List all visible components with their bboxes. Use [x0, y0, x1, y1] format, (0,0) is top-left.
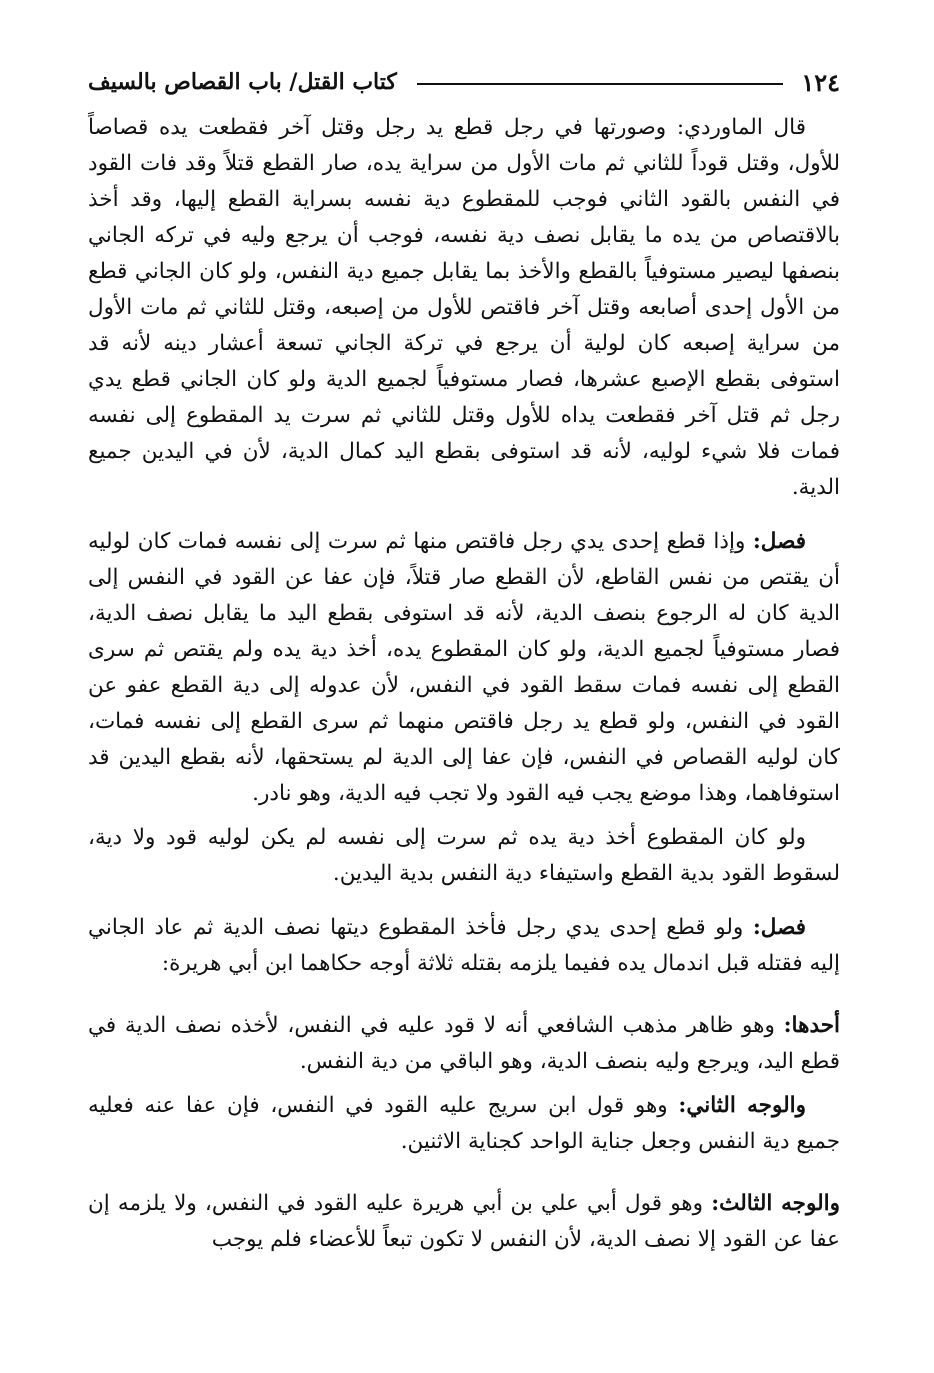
header-rule	[417, 83, 783, 85]
running-header	[88, 62, 840, 102]
chapter-title: كتاب القتل/ باب القصاص بالسيف	[88, 69, 397, 95]
aspect-label: والوجه الثاني:	[678, 1093, 806, 1118]
aspect-label: والوجه الثالث:	[711, 1191, 840, 1216]
aspect-label: أحدها:	[783, 1013, 840, 1038]
section-paragraph	[88, 524, 840, 812]
section-paragraph	[88, 910, 840, 982]
section-label: فصل:	[752, 529, 807, 554]
paragraph	[88, 820, 840, 892]
section-label: فصل:	[752, 915, 806, 940]
body-text	[88, 110, 840, 1258]
paragraph-text: وإذا قطع إحدى يدي رجل فاقتص منها ثم سرت إلى نفسه فمات كان لوليه أن يقتص من نفس القاطع، لأن القطع صار قتلاً، فإن عفا عن القود في النفس إلى الدية كان له الرجوع بنصف الدية، لأنه قد استوفى بقطع اليد ما يقابل نصف الدية، فصار مستوفياً لجميع الدية، ولو كان المقطوع يده، أخذ دية يده ولم يقتص ثم سرى القطع إلى نفسه فمات سقط القود في النفس، لأن عدوله إلى دية القطع عفو عن القود في النفس، ولو قطع يد رجل فاقتص منهما ثم سرى القطع إلى نفسه فمات، كان لوليه القصاص في النفس، فإن عفا إلى الدية لم يستحقها، لأنه بقطع اليدين قد استوفاهما، وهذا موضع يجب فيه القود ولا تجب فيه الدية، وهو نادر.	[88, 529, 840, 806]
paragraph-text: ولو كان المقطوع أخذ دية يده ثم سرت إلى نفسه لم يكن لوليه قود ولا دية، لسقوط القود بدية القطع واستيفاء دية النفس بدية اليدين.	[88, 825, 840, 886]
paragraph-text: ولو قطع إحدى يدي رجل فأخذ المقطوع ديتها نصف الدية ثم عاد الجاني إليه فقتله قبل اندمال يده ففيما يلزمه بقتله ثلاثة أوجه حكاهما ابن أبي هريرة:	[88, 915, 840, 976]
paragraph	[88, 110, 840, 506]
aspect-paragraph	[88, 1186, 840, 1258]
paragraph-text: وهو قول ابن سريج عليه القود في النفس، فإن عفا عنه فعليه جميع دية النفس وجعل جناية الواحد كجناية الاثنين.	[88, 1093, 840, 1154]
paragraph-text: وهو ظاهر مذهب الشافعي أنه لا قود عليه في النفس، لأخذه نصف الدية في قطع اليد، ويرجع وليه بنصف الدية، وهو الباقي من دية النفس.	[88, 1013, 840, 1074]
paragraph-text: وهو قول أبي علي بن أبي هريرة عليه القود في النفس، ولا يلزمه إن عفا عن القود إلا نصف الدية، لأن النفس لا تكون تبعاً للأعضاء فلم يوجب	[88, 1191, 840, 1252]
page-number: ١٢٤	[801, 67, 840, 97]
aspect-paragraph	[88, 1088, 840, 1160]
paragraph-text: قال الماوردي: وصورتها في رجل قطع يد رجل وقتل آخر فقطعت يده قصاصاً للأول، وقتل قوداً للثاني ثم مات الأول من سراية يده، صار القطع قتلاً وقد فات القود في النفس بالقود الثاني فوجب للمقطوع دية نفسه بسراية القطع إليها، وقد أخذ بالاقتصاص من يده ما يقابل نصف دية نفسه، فوجب أن يرجع وليه في تركه الجاني بنصفها ليصير مستوفياً بالقطع والأخذ بما يقابل جميع دية النفس، ولو كان الجاني قطع من الأول إحدى أصابعه وقتل آخر فاقتص للأول من إصبعه، وقتل للثاني ثم مات الأول من سراية إصبعه كان لولية أن يرجع في تركة الجاني تسعة أعشار دينه لأنه قد استوفى بقطع الإصبع عشرها، فصار مستوفياً لجميع الدية ولو كان الجاني قطع يدي رجل ثم قتل آخر فقطعت يداه للأول وقتل للثاني ثم سرت يد المقطوع إلى نفسه فمات فلا شيء لوليه، لأنه قد استوفى بقطع اليد كمال الدية، لأن في اليدين جميع الدية.	[88, 115, 840, 500]
aspect-paragraph	[88, 1008, 840, 1080]
